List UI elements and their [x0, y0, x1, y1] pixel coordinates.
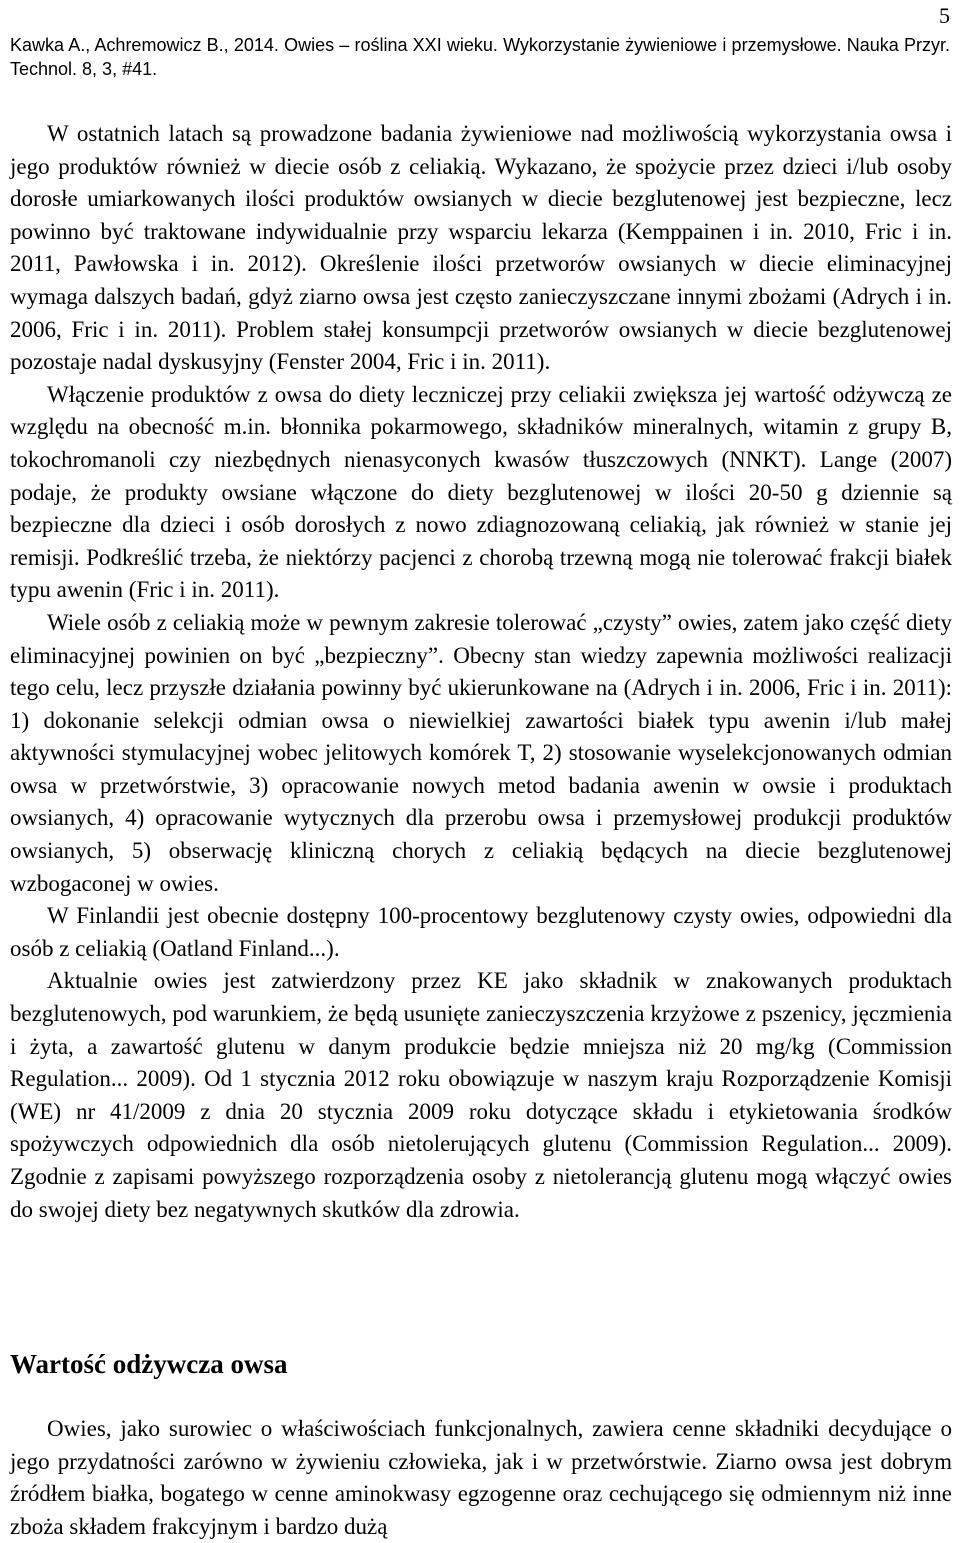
section-title: Wartość odżywcza owsa	[10, 1349, 288, 1379]
page-number: 5	[939, 3, 950, 28]
paragraph-celiac-research: W ostatnich latach są prowadzone badania żywieniowe nad możliwością wykorzystania owsa i jego produktów również w diecie osób z celiakią. Wykazano, że spożycie przez dzieci i/lub osoby dorosłe umiarkowanych ilości produktów owsianych w diecie bezglutenowej jest bezpieczne, lecz powinno być traktowane indywidualnie przy wsparciu lekarza (Kemppainen i in. 2010, Fric i in. 2011, Pawłowska i in. 2012). Określenie ilości przetworów owsianych w diecie eliminacyjnej wymaga dalszych badań, gdyż ziarno owsa jest często zanieczyszczane innymi zbożami (Adrych i in. 2006, Fric i in. 2011). Problem stałej konsumpcji przetworów owsianych w diecie bezglutenowej pozostaje nadal dyskusyjny (Fenster 2004, Fric i in. 2011).	[10, 121, 952, 375]
paragraph-diet-inclusion: Włączenie produktów z owsa do diety leczniczej przy celiakii zwiększa jej wartość odżywczą ze względu na obecność m.in. błonnika pokarmowego, składników mineralnych, witamin z grupy B, tokochromanoli czy niezbędnych nienasyconych kwasów tłuszczowych (NNKT). Lange (2007) podaje, że produkty owsiane włączone do diety bezglutenowej w ilości 20-50 g dziennie są bezpieczne dla dzieci i osób dorosłych z nowo zdiagnozowaną celiakią, jak również w stanie jej remisji. Podkreślić trzeba, że niektórzy pacjenci z chorobą trzewną mogą nie tolerować frakcji białek typu awenin (Fric i in. 2011).	[10, 381, 952, 603]
paragraph-tolerance: Wiele osób z celiakią może w pewnym zakresie tolerować „czysty” owies, zatem jako część diety eliminacyjnej powinien on być „bezpieczny”. Obecny stan wiedzy zapewnia możliwości realizacji tego celu, lecz przyszłe działania powinny być ukierunkowane na (Adrych i in. 2006, Fric i in. 2011): 1) dokonanie selekcji odmian owsa o niewielkiej zawartości białek typu awenin i/lub małej aktywności stymulacyjnej wobec jelitowych komórek T, 2) stosowanie wyselekcjonowanych odmian owsa w przetwórstwie, 3) opracowanie nowych metod badania awenin w owsie i produktach owsianych, 4) opracowanie wytycznych dla przerobu owsa i przemysłowej produkcji produktów owsianych, 5) obserwację kliniczną chorych z celiakią będących na diecie bezglutenowej wzbogaconej w owies.	[10, 609, 952, 896]
paragraph-regulation: Aktualnie owies jest zatwierdzony przez KE jako składnik w znakowanych produktach bezglutenowych, pod warunkiem, że będą usunięte zanieczyszczenia krzyżowe z pszenicy, jęczmienia i żyta, a zawartość glutenu w danym produkcie będzie mniejsza niż 20 mg/kg (Commission Regulation... 2009). Od 1 stycznia 2012 roku obowiązuje w naszym kraju Rozporządzenie Komisji (WE) nr 41/2009 z dnia 20 stycznia 2009 roku dotyczące składu i etykietowania środków spożywczych odpowiednich dla osób nietolerujących glutenu (Commission Regulation... 2009). Zgodnie z zapisami powyższego rozporządzenia osoby z nietolerancją glutenu mogą włączyć owies do swojej diety bez negatywnych skutków dla zdrowia.	[10, 968, 952, 1222]
main-body	[10, 118, 952, 1226]
paragraph-finland: W Finlandii jest obecnie dostępny 100-procentowy bezglutenowy czysty owies, odpowiedni dla osób z celiakią (Oatland Finland...).	[10, 903, 952, 961]
section-body	[10, 1413, 952, 1543]
citation-header: Kawka A., Achremowicz B., 2014. Owies – roślina XXI wieku. Wykorzystanie żywieniowe i przemysłowe. Nauka Przyr. Technol. 8, 3, #41.	[10, 35, 950, 79]
paragraph-nutritional-value: Owies, jako surowiec o właściwościach funkcjonalnych, zawiera cenne składniki decydujące o jego przydatności zarówno w żywieniu człowieka, jak i w przetwórstwie. Ziarno owsa jest dobrym źródłem białka, bogatego w cenne aminokwasy egzogenne oraz cechującego się odmiennym niż inne zboża składem frakcyjnym i bardzo dużą	[10, 1416, 952, 1539]
